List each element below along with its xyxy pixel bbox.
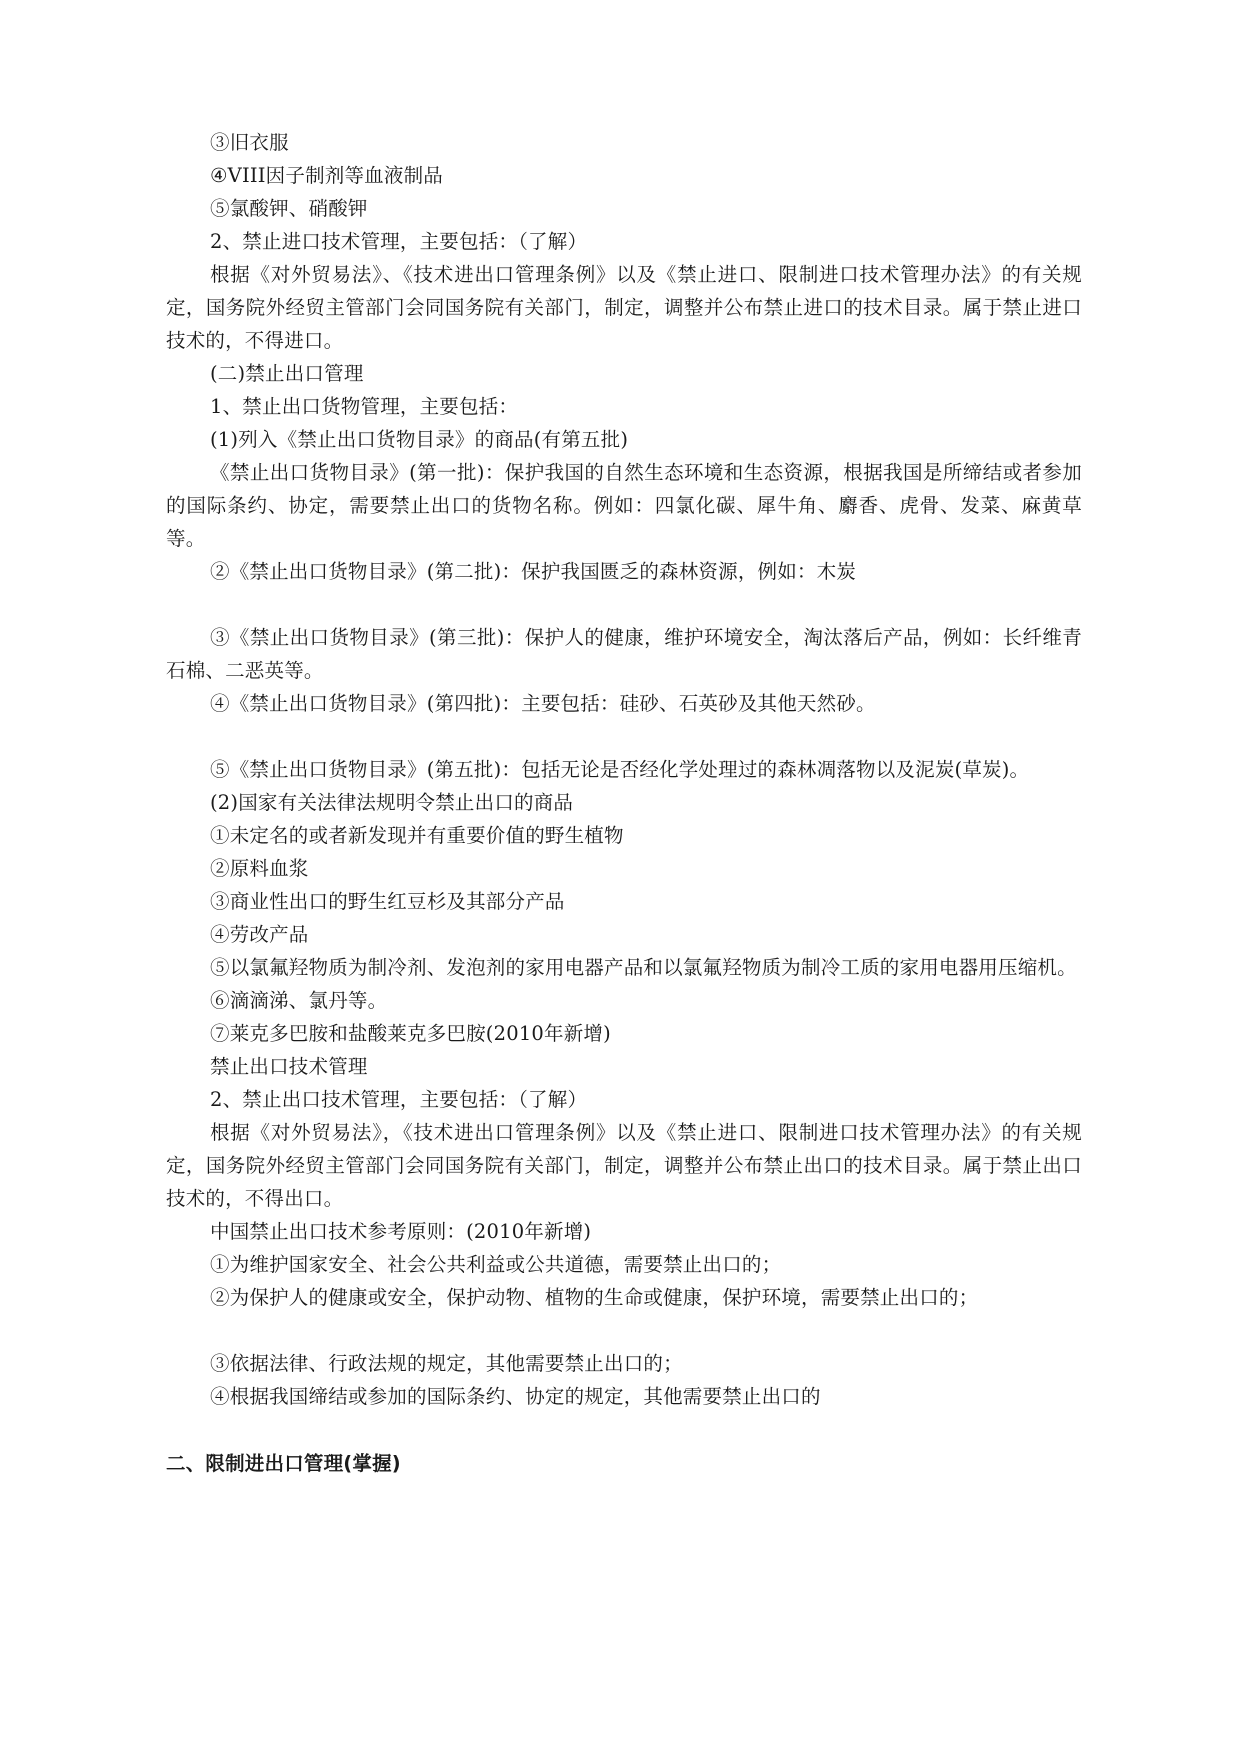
- list-item-principle-1: ①为维护国家安全、社会公共利益或公共道德，需要禁止出口的；: [210, 1253, 782, 1276]
- paragraph-catalog-batch-4: ④《禁止出口货物目录》(第四批)：主要包括：硅砂、石英砂及其他天然砂。: [210, 692, 876, 715]
- document-body: [166, 126, 1082, 1480]
- subheading-export-goods: 1、禁止出口货物管理，主要包括：: [210, 395, 519, 418]
- list-item-principle-3: ③依据法律、行政法规的规定，其他需要禁止出口的；: [210, 1352, 683, 1375]
- list-item-ddt: ⑥滴滴涕、氯丹等。: [210, 989, 388, 1012]
- list-item-chlorate: ⑤氯酸钾、硝酸钾: [210, 197, 368, 220]
- paragraph-catalog-batch-3: ③《禁止出口货物目录》(第三批)：保护人的健康，维护环境安全，淘汰落后产品，例如：长纤维青石棉、二恶英等。: [166, 626, 1082, 682]
- paragraph-import-tech: 根据《对外贸易法》、《技术进出口管理条例》以及《禁止进口、限制进口技术管理办法》的有关规定，国务院外经贸主管部门会同国务院有关部门，制定，调整并公布禁止进口的技术目录。属于禁止进口技术的，不得进口。: [166, 263, 1082, 352]
- paragraph-catalog-batch-2: ②《禁止出口货物目录》(第二批)：保护我国匮乏的森林资源，例如：木炭: [210, 560, 857, 583]
- list-item-blood-products: ④VIII因子制剂等血液制品: [210, 164, 443, 187]
- paragraph-catalog-batch-1: 《禁止出口货物目录》(第一批)：保护我国的自然生态环境和生态资源，根据我国是所缔结或者参加的国际条约、协定，需要禁止出口的货物名称。例如：四氯化碳、犀牛角、麝香、虎骨、发菜、麻黄草等。: [166, 461, 1082, 550]
- subheading-catalog: (1)列入《禁止出口货物目录》的商品(有第五批): [210, 428, 629, 451]
- list-item-wild-plants: ①未定名的或者新发现并有重要价值的野生植物: [210, 824, 624, 847]
- subheading-export-tech-principles: 中国禁止出口技术参考原则：(2010年新增): [210, 1220, 592, 1243]
- subheading-export-tech-short: 禁止出口技术管理: [210, 1055, 368, 1078]
- paragraph-catalog-batch-5: ⑤《禁止出口货物目录》(第五批)：包括无论是否经化学处理过的森林凋落物以及泥炭(草炭)。: [210, 758, 1030, 781]
- list-item-labor-products: ④劳改产品: [210, 923, 309, 946]
- subheading-export-tech: 2、禁止出口技术管理，主要包括：（了解）: [210, 1088, 588, 1111]
- subheading-export-ban: (二)禁止出口管理: [210, 362, 364, 385]
- list-item-ractopamine: ⑦莱克多巴胺和盐酸莱克多巴胺(2010年新增): [210, 1022, 611, 1045]
- list-item-yew: ③商业性出口的野生红豆杉及其部分产品: [210, 890, 565, 913]
- subheading-law-ban: (2)国家有关法律法规明令禁止出口的商品: [210, 791, 574, 814]
- list-item-principle-2: ②为保护人的健康或安全，保护动物、植物的生命或健康，保护环境，需要禁止出口的；: [210, 1286, 979, 1309]
- list-item-cfc-appliances: ⑤以氯氟羟物质为制冷剂、发泡剂的家用电器产品和以氯氟羟物质为制冷工质的家用电器用压缩机。: [210, 956, 1077, 979]
- subheading-import-tech: 2、禁止进口技术管理，主要包括：（了解）: [210, 230, 588, 253]
- list-item-plasma: ②原料血浆: [210, 857, 309, 880]
- list-item-old-clothes: ③旧衣服: [210, 131, 289, 154]
- list-item-principle-4: ④根据我国缔结或参加的国际条约、协定的规定，其他需要禁止出口的: [210, 1385, 821, 1408]
- paragraph-export-tech: 根据《对外贸易法》，《技术进出口管理条例》以及《禁止进口、限制进口技术管理办法》的有关规定，国务院外经贸主管部门会同国务院有关部门，制定，调整并公布禁止出口的技术目录。属于禁止出口技术的，不得出口。: [166, 1121, 1082, 1210]
- section-heading: 二、限制进出口管理(掌握): [166, 1452, 401, 1475]
